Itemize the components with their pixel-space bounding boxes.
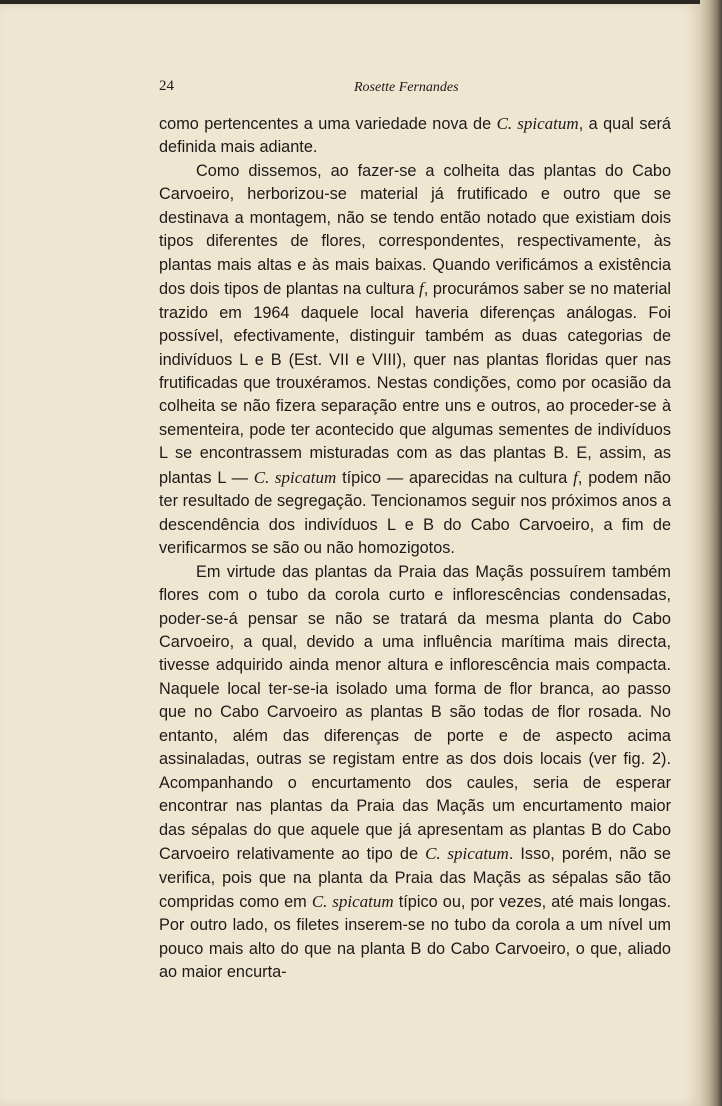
paragraph xyxy=(159,112,671,160)
body-text xyxy=(159,112,671,985)
text-run: , procurámos saber se no material trazido em 1964 daquele local haveria diferenças análogas. Foi possível, efectivamente, distinguir também as duas categorias de indivíduos L e B (Est. VII e VIII), quer nas plantas floridas quer nas frutificadas que trouxéramos. Nestas condições, como por ocasião da colheita se não fizera separação entre uns e outros, ao proceder-se à sementeira, pode ter acontecido que algumas sementes de indivíduos L se encontrassem misturadas com as das plantas B. E, assim, as plantas L — xyxy=(159,280,671,487)
page-header xyxy=(159,78,671,100)
running-head-author: Rosette Fernandes xyxy=(354,80,459,95)
paragraph xyxy=(159,561,671,985)
book-spine-shadow xyxy=(700,0,722,1106)
text-run: . Isso, porém, não se verifica, pois que na planta da Praia das Maçãs as sépalas são tão compridas como em xyxy=(159,845,671,911)
text-run: Em virtude das plantas da Praia das Maçãs possuírem também flores com o tubo da corola curto e inflorescências condensadas, poder-se-á pensar se não se tratará da mesma planta do Cabo Carvoeiro, a qual, devido a uma influência marítima mais directa, tivesse adquirido ainda menor altura e inflorescência mais compacta. Naquele local ter-se-ia isolado uma forma de flor branca, ao passo que no Cabo Carvoeiro as plantas B são todas de flor rosada. No entanto, além das diferenças de porte e de aspecto acima assinaladas, outras se registam entre as dos dois locais (ver fig. 2). Acompanhando o encurtamento dos caules, seria de esperar encontrar nas plantas da Praia das Maçãs um encurtamento maior das sépalas do que aquele que já apresentam as plantas B do Cabo Carvoeiro relativamente ao tipo de xyxy=(159,562,671,864)
italic-term: C. spicatum xyxy=(425,844,509,864)
italic-term: f xyxy=(419,279,424,299)
text-run: como pertencentes a uma variedade nova de xyxy=(159,115,497,133)
paragraph xyxy=(159,160,671,561)
text-run: Como dissemos, ao fazer-se a colheita das plantas do Cabo Carvoeiro, herborizou-se material já frutificado e outro que se destinava a montagem, não se tendo então notado que existiam dois tipos diferentes de flores, correspondentes, respectivamente, às plantas mais altas e às mais baixas. Quando verificámos a existência dos dois tipos de plantas na cultura xyxy=(159,161,671,299)
italic-term: f xyxy=(573,467,578,487)
text-run: , a qual será definida mais adiante. xyxy=(159,115,671,157)
text-run: , podem não ter resultado de segregação. Tencionamos seguir nos próximos anos a descendência dos indivíduos L e B do Cabo Carvoeiro, a fim de verificarmos se são ou não homozigotos. xyxy=(159,468,671,558)
italic-term: C. spicatum xyxy=(496,114,579,133)
italic-term: C. spicatum xyxy=(253,467,337,487)
italic-term: C. spicatum xyxy=(311,891,394,911)
page-number: 24 xyxy=(159,78,174,94)
text-run: típico ou, por vezes, até mais longas. Por outro lado, os filetes inserem-se no tubo da corola a um nível um pouco mais alto do que na planta B do Cabo Carvoeiro, o que, aliado ao maior encurta- xyxy=(159,892,672,982)
text-run: típico — aparecidas na cultura xyxy=(336,468,574,487)
